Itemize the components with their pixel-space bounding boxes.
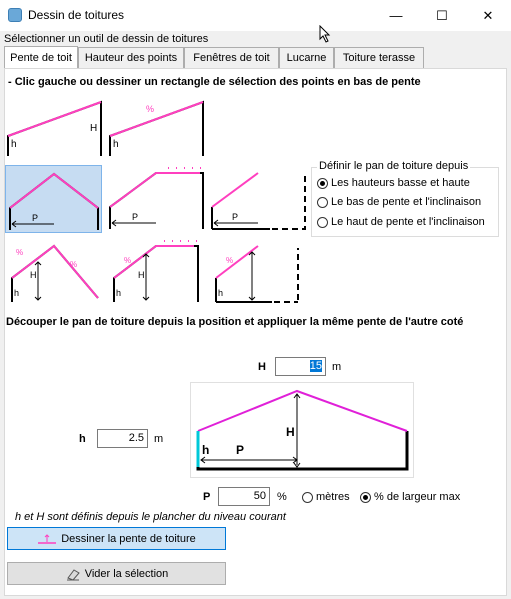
tab-pente-de-toit[interactable]: Pente de toit: [4, 46, 78, 69]
tool-half-heights[interactable]: [212, 238, 309, 306]
radio-dot: [317, 178, 328, 189]
radio-label: Le bas de pente et l'inclinaison: [331, 196, 482, 208]
radio-label: % de largeur max: [374, 491, 461, 503]
close-button[interactable]: ✕: [482, 7, 494, 23]
diagram-label-h: h: [202, 443, 210, 457]
tile-label-h: h: [116, 288, 122, 298]
tab-fenetres-de-toit[interactable]: Fenêtres de toit: [184, 47, 279, 68]
radio-dot: [302, 492, 313, 503]
P-input[interactable]: 50: [218, 487, 270, 506]
roof-diagram: [190, 382, 414, 478]
P-unit: %: [277, 491, 287, 503]
tile-label-H: H: [90, 123, 98, 134]
tool-shed-slope[interactable]: [108, 92, 205, 160]
H-input-value: 15: [309, 360, 322, 372]
diagram-label-H: H: [286, 425, 295, 439]
instruction-top: - Clic gauche ou dessiner un rectangle de sélection des points en bas de pente: [8, 76, 421, 88]
diagram-label-P: P: [236, 443, 245, 457]
clear-selection-label: Vider la sélection: [84, 567, 169, 580]
tool-half-width[interactable]: [210, 165, 307, 233]
radio-label: Les hauteurs basse et haute: [331, 177, 470, 189]
tool-gable-width[interactable]: [5, 165, 102, 233]
eraser-icon: [65, 567, 81, 581]
tile-label-pct: %: [70, 260, 78, 269]
tile-label-h: h: [218, 288, 224, 298]
tab-hauteur-des-points[interactable]: Hauteur des points: [78, 47, 184, 68]
maximize-button[interactable]: ☐: [436, 7, 448, 23]
radio-dot: [360, 492, 371, 503]
tool-hip-heights[interactable]: [110, 238, 207, 306]
tool-hip-width[interactable]: [108, 165, 205, 233]
tile-label-h: h: [14, 288, 20, 298]
tile-label-pct: %: [146, 104, 155, 114]
P-label: P: [203, 491, 211, 503]
draw-roof-label: Dessiner la pente de toiture: [61, 532, 196, 545]
tab-lucarne[interactable]: Lucarne: [279, 47, 334, 68]
tile-label-P: P: [32, 213, 39, 223]
roof-slope-icon: [37, 533, 57, 545]
clear-selection-button[interactable]: [7, 562, 226, 585]
tile-label-H: H: [138, 270, 145, 280]
tile-label-H: H: [30, 270, 37, 280]
tile-label-h: h: [113, 139, 119, 150]
radio-pourcentage[interactable]: [360, 491, 460, 503]
radio-haut-de-pente[interactable]: [317, 216, 485, 228]
H-unit: m: [332, 361, 342, 373]
window-title: Dessin de toitures: [28, 8, 125, 22]
radio-dot: [317, 217, 328, 228]
h-input[interactable]: 2.5: [97, 429, 148, 448]
H-label: H: [258, 361, 266, 373]
radio-label: Le haut de pente et l'inclinaison: [331, 216, 485, 228]
tool-prompt: Sélectionner un outil de dessin de toitures: [4, 33, 209, 45]
tile-label-pct: %: [226, 256, 234, 265]
mouse-cursor-icon: [319, 25, 331, 43]
tile-label-P: P: [232, 212, 239, 222]
instruction-bottom: Découper le pan de toiture depuis la position et appliquer la même pente de l'autre coté: [6, 316, 464, 328]
radio-bas-de-pente[interactable]: [317, 196, 481, 208]
tool-gable-heights[interactable]: [8, 238, 105, 306]
minimize-button[interactable]: —: [389, 8, 403, 23]
h-unit: m: [154, 433, 164, 445]
h-label: h: [79, 433, 86, 445]
tab-toiture-terasse[interactable]: Toiture terasse: [334, 47, 424, 68]
H-input[interactable]: [275, 357, 326, 376]
radio-label: mètres: [316, 491, 350, 503]
radio-dot: [317, 197, 328, 208]
radio-metres[interactable]: [302, 491, 350, 503]
definition-group-title: Définir le pan de toiture depuis: [319, 160, 469, 172]
tile-label-P: P: [132, 212, 139, 222]
draw-roof-button[interactable]: [7, 527, 226, 550]
tool-shed-high-low[interactable]: [6, 92, 103, 160]
tile-label-h: h: [11, 139, 17, 150]
tile-label-pct: %: [16, 248, 24, 257]
radio-hauteurs[interactable]: [317, 177, 470, 189]
height-note: h et H sont définis depuis le plancher du niveau courant: [15, 511, 286, 523]
app-icon: [8, 8, 22, 22]
tile-label-pct: %: [124, 256, 132, 265]
